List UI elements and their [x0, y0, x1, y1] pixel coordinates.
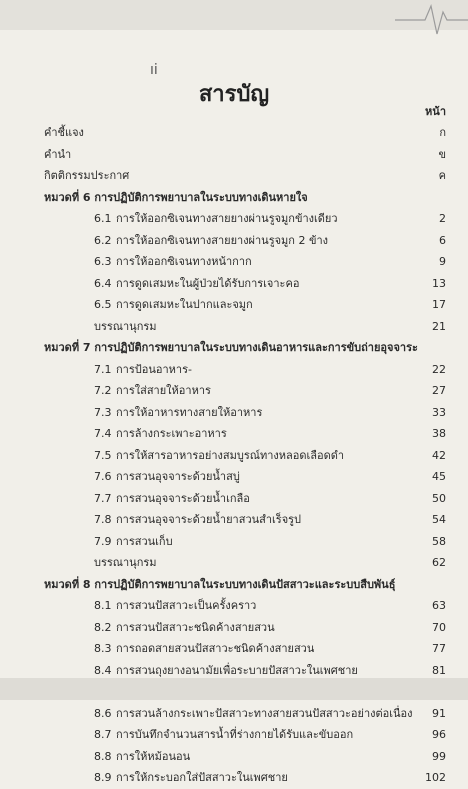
stray-mark: ıi	[150, 62, 158, 78]
toc-entry[interactable]	[0, 445, 468, 467]
toc-entry[interactable]	[0, 359, 468, 381]
toc-entry-label: หมวดที่ 6 การปฏิบัติการพยาบาลในระบบทางเดินหายใจ	[44, 190, 308, 204]
toc-entry-number: 6.3	[94, 255, 112, 268]
toc-entry[interactable]	[0, 273, 468, 295]
toc-entry-label: การให้กระบอกใส่ปัสสาวะในเพศชาย	[116, 771, 288, 784]
toc-entry[interactable]	[0, 466, 468, 488]
toc-entry-number: 6.4	[94, 276, 112, 290]
toc-entry-label: การสวนอุจจาระด้วยน้ำสบู่	[116, 470, 240, 483]
toc-entry-page: 38	[432, 427, 446, 440]
toc-entry-number: 8.9	[94, 771, 112, 784]
toc-entry-page: 9	[439, 255, 446, 268]
toc-entry-label: การบันทึกจำนวนสารน้ำที่ร่างกายได้รับและขับออก	[116, 728, 354, 741]
toc-section-heading[interactable]	[0, 337, 468, 359]
toc-entry[interactable]	[0, 208, 468, 230]
toc-entry-number: 7.8	[94, 513, 112, 526]
toc-entry-label: การให้ออกซิเจนทางหน้ากาก	[116, 255, 252, 268]
toc-entry-page: 62	[432, 556, 446, 569]
toc-entry-page: 21	[432, 319, 446, 333]
toc-entry-label: คำนำ	[44, 147, 72, 161]
toc-entry-page: 63	[432, 599, 446, 612]
toc-entry-page: 42	[432, 448, 446, 462]
toc-entry-label: การถอดสายสวนปัสสาวะชนิดค้างสายสวน	[116, 642, 315, 655]
toc-entry-number: 7.9	[94, 534, 112, 548]
toc-entry-page: 99	[432, 749, 446, 763]
toc-entry-label: คำชี้แจง	[44, 126, 84, 139]
toc-entry-label: การดูดเสมหะในปากและจมูก	[116, 298, 253, 311]
heartbeat-line-icon	[395, 0, 468, 40]
toc-entry-number: 7.5	[94, 448, 112, 462]
toc-entry-page: 81	[432, 663, 446, 677]
toc-entry-label: หมวดที่ 7 การปฏิบัติการพยาบาลในระบบทางเดินอาหารและการขับถ่ายอุจจาระ	[44, 341, 418, 354]
toc-entry-page: 54	[432, 513, 446, 526]
toc-entry[interactable]	[0, 531, 468, 553]
toc-entry-number: 6.1	[94, 212, 112, 225]
toc-entry-number: 6.5	[94, 298, 112, 311]
toc-entry-label: การสวนปัสสาวะชนิดค้างสายสวน	[116, 620, 275, 634]
toc-entry[interactable]	[0, 230, 468, 252]
toc-entry[interactable]	[0, 617, 468, 639]
toc-entry[interactable]	[0, 294, 468, 316]
toc-entry-number: 8.8	[94, 749, 112, 763]
toc-entry-page: 96	[432, 728, 446, 741]
toc-entry-page: ก	[439, 126, 446, 139]
toc-entry[interactable]	[0, 703, 468, 725]
toc-entry-page: 13	[432, 276, 446, 290]
toc-section-heading[interactable]	[0, 574, 468, 596]
toc-entry-number: 8.2	[94, 620, 112, 634]
toc-entry-page: 33	[432, 405, 446, 419]
toc-entry[interactable]	[0, 746, 468, 768]
toc-entry[interactable]	[0, 316, 468, 338]
toc-entry-label: การสวนถุงยางอนามัยเพื่อระบายปัสสาวะในเพศชาย	[116, 663, 358, 677]
toc-entry-label: การสวนเก็บ	[116, 534, 173, 548]
bottom-band	[0, 678, 468, 700]
toc-entry-page: 27	[432, 384, 446, 397]
toc-entry-label: การสวนอุจจาระด้วยน้ำยาสวนสำเร็จรูป	[116, 513, 302, 526]
toc-entry-number: 6.2	[94, 233, 112, 247]
toc-entry-number: 7.2	[94, 384, 112, 397]
toc-entry-label: การสวนล้างกระเพาะปัสสาวะทางสายสวนปัสสาวะอย่างต่อเนื่อง	[116, 706, 413, 720]
toc-entry-label: การให้สารอาหารอย่างสมบูรณ์ทางหลอดเลือดดำ	[116, 448, 345, 462]
toc-entry-page: 45	[432, 470, 446, 483]
page-title: สารบัญ	[198, 82, 270, 107]
toc-section-heading[interactable]	[0, 187, 468, 209]
toc-entry-number: 8.1	[94, 599, 112, 612]
toc-entry-page: 58	[432, 534, 446, 548]
toc-entry-label: การให้อาหารทางสายให้อาหาร	[116, 405, 263, 419]
toc-entry[interactable]	[0, 423, 468, 445]
toc-entry-label: การดูดเสมหะในผู้ป่วยได้รับการเจาะคอ	[116, 276, 300, 290]
toc-entry-page: 2	[439, 212, 446, 225]
toc-entry[interactable]	[0, 767, 468, 789]
toc-entry-label: กิตติกรรมประกาศ	[44, 169, 130, 182]
toc-entry-number: 7.7	[94, 491, 112, 505]
toc-entry-label: การให้ออกซิเจนทางสายยางผ่านรูจมูกข้างเดียว	[116, 212, 338, 225]
toc-entry-label: การล้างกระเพาะอาหาร	[116, 427, 227, 440]
toc-entry-page: 102	[425, 771, 446, 784]
toc-entry-number: 7.3	[94, 405, 112, 419]
toc-entry-label: การสวนอุจจาระด้วยน้ำเกลือ	[116, 491, 250, 505]
toc-entry-number: 8.6	[94, 706, 112, 720]
toc-entry-page: ข	[438, 147, 446, 161]
toc-entry-number: 8.4	[94, 663, 112, 677]
toc-entry-label: การใส่สายให้อาหาร	[116, 384, 211, 397]
toc-entry[interactable]	[0, 552, 468, 574]
toc-entry[interactable]	[0, 509, 468, 531]
toc-entry-number: 8.7	[94, 728, 112, 741]
toc-entry[interactable]	[0, 165, 468, 187]
toc-entry-label: บรรณานุกรม	[94, 319, 157, 333]
toc-entry-number: 7.4	[94, 427, 112, 440]
toc-entry[interactable]	[0, 122, 468, 144]
toc-entry-number: 7.6	[94, 470, 112, 483]
toc-entry-label: การป้อนอาหาร-	[116, 362, 192, 376]
page-column-header: หน้า	[425, 105, 446, 118]
toc-entry-page: 50	[432, 491, 446, 505]
toc-entry-number: 8.3	[94, 642, 112, 655]
toc-entry[interactable]	[0, 144, 468, 166]
toc-entry-page: 91	[432, 706, 446, 720]
toc-entry[interactable]	[0, 724, 468, 746]
toc-entry-page: 17	[432, 298, 446, 311]
toc-entry[interactable]	[0, 251, 468, 273]
toc-entry[interactable]	[0, 488, 468, 510]
toc-entry-label: การให้หม้อนอน	[116, 749, 191, 763]
toc-entry-page: ค	[438, 169, 446, 182]
toc-entry[interactable]	[0, 402, 468, 424]
toc-entry-page: 77	[432, 642, 446, 655]
toc-entry-page: 6	[439, 233, 446, 247]
toc-entry-label: บรรณานุกรม	[94, 556, 157, 569]
toc-entry[interactable]	[0, 380, 468, 402]
toc-entry-label: หมวดที่ 8 การปฏิบัติการพยาบาลในระบบทางเดินปัสสาวะและระบบสืบพันธุ์	[44, 577, 396, 591]
toc-entry-label: การให้ออกซิเจนทางสายยางผ่านรูจมูก 2 ข้าง	[116, 233, 329, 247]
toc-entry-label: การสวนปัสสาวะเป็นครั้งคราว	[116, 599, 257, 612]
toc-entry-page: 22	[432, 362, 446, 376]
toc-entry-number: 7.1	[94, 362, 112, 376]
toc-entry-page: 70	[432, 620, 446, 634]
toc-entry[interactable]	[0, 638, 468, 660]
toc-entry[interactable]	[0, 595, 468, 617]
